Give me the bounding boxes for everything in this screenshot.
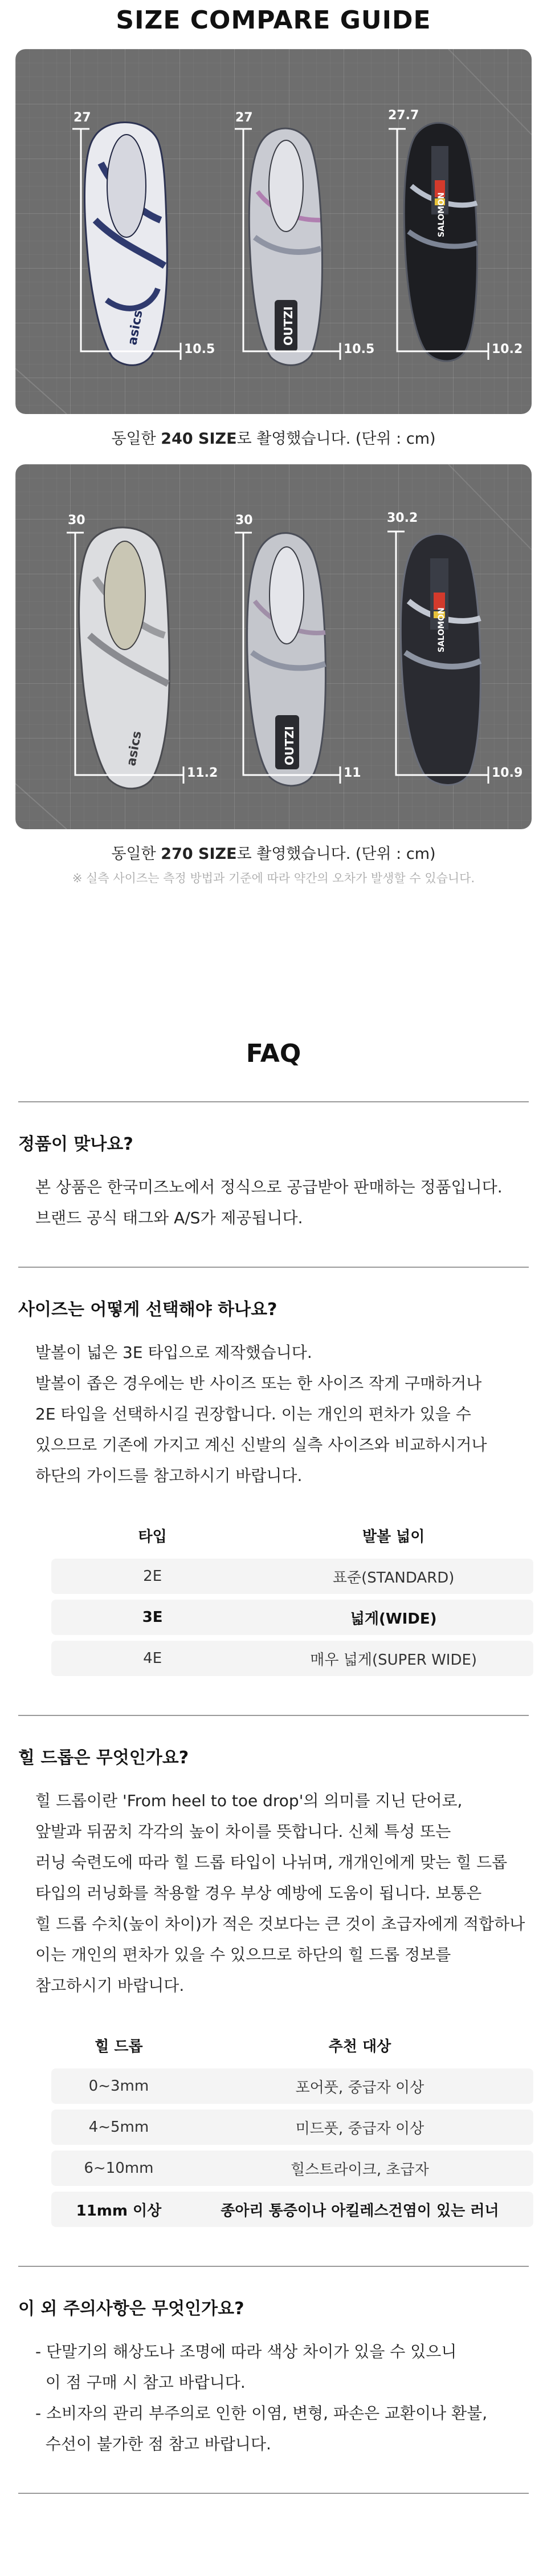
faq-answer-line: 발볼이 넓은 3E 타입으로 제작했습니다. [35,1343,312,1362]
width-label: 11.2 [187,766,218,780]
shoe-photo-graphic [15,464,532,829]
faq-question: 이 외 주의사항은 무엇인가요? [18,2299,244,2319]
faq-answer-line: 본 상품은 한국미즈노에서 정식으로 공급받아 판매하는 정품입니다. [35,1178,503,1196]
faq-list-item: 수선이 불가한 점 참고 바랍니다. [35,2435,271,2453]
shoe-3-brand: SALOMON [437,607,446,652]
table-header-row [51,1518,533,1553]
faq-answer-line: 참고하시기 바랍니다. [35,1976,185,1995]
faq-answer-line: 타입의 러닝화를 착용할 경우 부상 예방에 도움이 됩니다. 보통은 [35,1884,482,1902]
table-row [51,2192,533,2227]
photo-caption-240: 동일한 240 SIZE로 촬영했습니다. (단위 : cm) [111,430,436,448]
length-label: 30 [235,513,253,528]
length-label: 27 [235,111,253,125]
size-compare-photo-240 [15,49,532,414]
width-label: 10.9 [492,766,523,780]
table-header: 타입 [51,1518,254,1553]
width-label: 11 [344,766,361,780]
faq-answer-line: 앞발과 뒤꿈치 각각의 높이 차이를 뜻합니다. 신체 특성 또는 [35,1822,451,1841]
shoe-photo-graphic [15,49,532,414]
table-cell: 2E [51,1559,254,1594]
faq-question: 정품이 맞나요? [18,1134,133,1154]
size-compare-title: SIZE COMPARE GUIDE [116,6,431,35]
width-label: 10.5 [184,342,215,356]
faq-answer-line: 하단의 가이드를 참고하시기 바랍니다. [35,1466,303,1485]
shoe-3-brand: SALOMON [437,192,446,237]
length-label: 30 [68,513,85,528]
faq-answer-line: 있으므로 기존에 가지고 계신 신발의 실측 사이즈와 비교하시거나 [35,1435,487,1454]
faq-question: 사이즈는 어떻게 선택해야 하나요? [18,1300,277,1320]
faq-item-heel-drop [0,1716,547,2266]
faq-answer-line: 러닝 숙련도에 따라 힐 드롭 타입이 나뉘며, 개개인에게 맞는 힐 드롭 [35,1853,508,1872]
photo-caption-270: 동일한 270 SIZE로 촬영했습니다. (단위 : cm) [111,845,436,863]
table-row [51,1600,533,1635]
table-cell: 매우 넓게(SUPER WIDE) [254,1641,533,1676]
shoe-1 [85,123,168,366]
width-type-table [51,1512,533,1682]
faq-item-authenticity [0,1102,547,1267]
table-cell: 미드풋, 중급자 이상 [186,2110,533,2145]
table-row [51,1559,533,1594]
table-cell: 힐스트라이크, 초급자 [186,2151,533,2186]
faq-question: 힐 드롭은 무엇인가요? [18,1748,189,1768]
width-label: 10.2 [492,342,523,356]
width-label: 10.5 [344,342,375,356]
faq-list-item: - 소비자의 관리 부주의로 인한 이염, 변형, 파손은 교환이나 환불, [35,2404,488,2423]
faq-list-item: - 단말기의 해상도나 조명에 따라 색상 차이가 있을 수 있으니 [35,2342,457,2361]
table-cell: 3E [51,1600,254,1635]
faq-answer-line: 힐 드롭 수치(높이 차이)가 적은 것보다는 큰 것이 초급자에게 적합하나 [35,1914,525,1933]
shoe-1 [79,528,170,789]
table-cell: 종아리 통증이나 아킬레스건염이 있는 러너 [186,2192,533,2227]
table-header: 추천 대상 [186,2027,533,2063]
table-row [51,1641,533,1676]
shoe-1-brand: asics [125,309,146,347]
shoe-2-brand: OUTZI [281,306,295,346]
faq-answer-line: 발볼이 좁은 경우에는 반 사이즈 또는 한 사이즈 작게 구매하거나 [35,1374,482,1393]
faq-answer-line: 이는 개인의 편차가 있을 수 있으므로 하단의 힐 드롭 정보를 [35,1945,451,1964]
table-header: 발볼 넓이 [254,1518,533,1553]
table-cell: 4~5mm [51,2110,186,2145]
size-compare-photo-270 [15,464,532,829]
shoe-3 [401,534,480,785]
length-label: 27 [74,111,91,125]
shoe-1-brand: asics [124,730,145,768]
table-cell: 표준(STANDARD) [254,1559,533,1594]
shoe-2 [249,128,322,365]
table-row [51,2068,533,2104]
faq-item-notes [0,2267,547,2493]
faq-list-item: 이 점 구매 시 참고 바랍니다. [35,2373,246,2392]
table-cell: 넓게(WIDE) [254,1600,533,1635]
table-cell: 4E [51,1641,254,1676]
faq-answer-line: 힐 드롭이란 'From heel to toe drop'의 의미를 지닌 단어로, [35,1791,463,1810]
table-cell: 0~3mm [51,2068,186,2104]
table-cell: 포어풋, 중급자 이상 [186,2068,533,2104]
table-header: 힐 드롭 [51,2027,186,2063]
heel-drop-table [51,2022,533,2233]
table-row [51,2110,533,2145]
length-label: 30.2 [387,511,418,525]
shoe-3 [404,123,477,361]
length-label: 27.7 [388,108,419,123]
shoe-2 [247,533,326,786]
faq-answer-line: 브랜드 공식 태그와 A/S가 제공됩니다. [35,1208,303,1227]
shoe-2-brand: OUTZI [283,726,296,765]
table-header-row [51,2027,533,2063]
faq-item-size [0,1268,547,1715]
faq-answer-line: 2E 타입을 선택하시길 권장합니다. 이는 개인의 편차가 있을 수 [35,1405,471,1423]
table-cell: 6~10mm [51,2151,186,2186]
faq-title: FAQ [246,1039,301,1068]
table-row [51,2151,533,2186]
table-cell: 11mm 이상 [51,2192,186,2227]
measurement-note: ※ 실측 사이즈는 측정 방법과 기준에 따라 약간의 오차가 발생할 수 있습니다. [72,871,475,885]
